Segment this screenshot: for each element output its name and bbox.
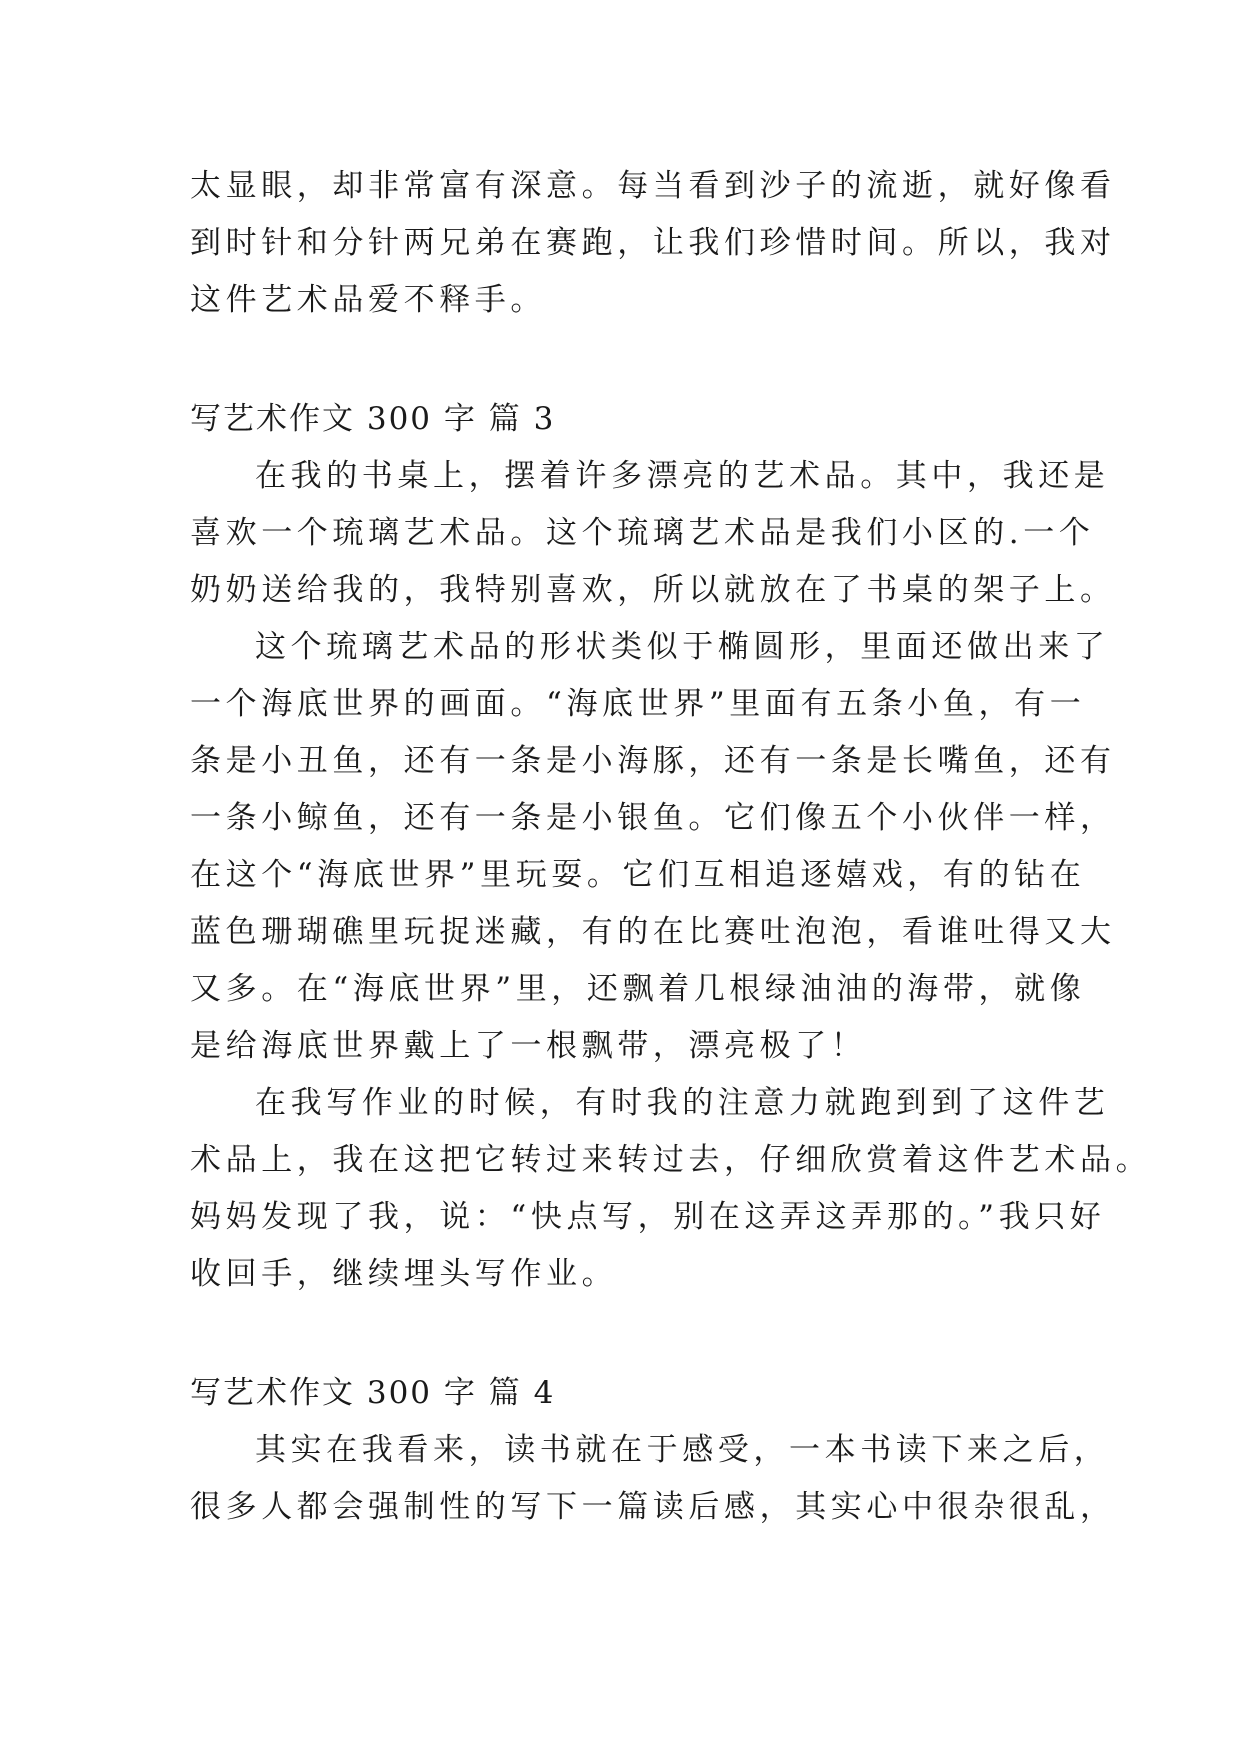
paragraph-first-line: 在我写作业的时候，有时我的注意力就跑到到了这件艺 <box>255 1085 1110 1121</box>
body-text-line: 一条小鲸鱼，还有一条是小银鱼。它们像五个小伙伴一样， <box>190 800 1116 836</box>
body-text-line: 术品上，我在这把它转过来转过去，仔细欣赏着这件艺术品。 <box>190 1142 1152 1178</box>
body-text-line: 到时针和分针两兄弟在赛跑，让我们珍惜时间。所以，我对 <box>190 225 1116 261</box>
body-text-line: 喜欢一个琉璃艺术品。这个琉璃艺术品是我们小区的.一个 <box>190 515 1095 551</box>
body-text-line: 太显眼，却非常富有深意。每当看到沙子的流逝，就好像看 <box>190 168 1116 204</box>
body-text-line: 很多人都会强制性的写下一篇读后感，其实心中很杂很乱， <box>190 1489 1116 1525</box>
body-text-line: 是给海底世界戴上了一根飘带，漂亮极了！ <box>190 1028 867 1064</box>
body-text-line: 蓝色珊瑚礁里玩捉迷藏，有的在比赛吐泡泡，看谁吐得又大 <box>190 914 1116 950</box>
body-text-line: 又多。在“海底世界”里，还飘着几根绿油油的海带，就像 <box>190 971 1086 1007</box>
body-text-line: 妈妈发现了我，说：“快点写，别在这弄这弄那的。”我只好 <box>190 1199 1106 1235</box>
body-text-line: 在这个“海底世界”里玩耍。它们互相追逐嬉戏，有的钻在 <box>190 857 1086 893</box>
section-heading: 写艺术作文 300 字 篇 3 <box>190 401 556 437</box>
body-text-line: 一个海底世界的画面。“海底世界”里面有五条小鱼，有一 <box>190 686 1086 722</box>
body-text-line: 收回手，继续埋头写作业。 <box>190 1256 618 1292</box>
section-heading: 写艺术作文 300 字 篇 4 <box>190 1375 556 1411</box>
paragraph-first-line: 在我的书桌上，摆着许多漂亮的艺术品。其中，我还是 <box>255 458 1110 494</box>
body-text-line: 条是小丑鱼，还有一条是小海豚，还有一条是长嘴鱼，还有 <box>190 743 1116 779</box>
paragraph-first-line: 其实在我看来，读书就在于感受，一本书读下来之后， <box>255 1432 1110 1468</box>
paragraph-first-line: 这个琉璃艺术品的形状类似于椭圆形，里面还做出来了 <box>255 629 1110 665</box>
body-text-line: 这件艺术品爱不释手。 <box>190 282 546 318</box>
body-text-line: 奶奶送给我的，我特别喜欢，所以就放在了书桌的架子上。 <box>190 572 1116 608</box>
